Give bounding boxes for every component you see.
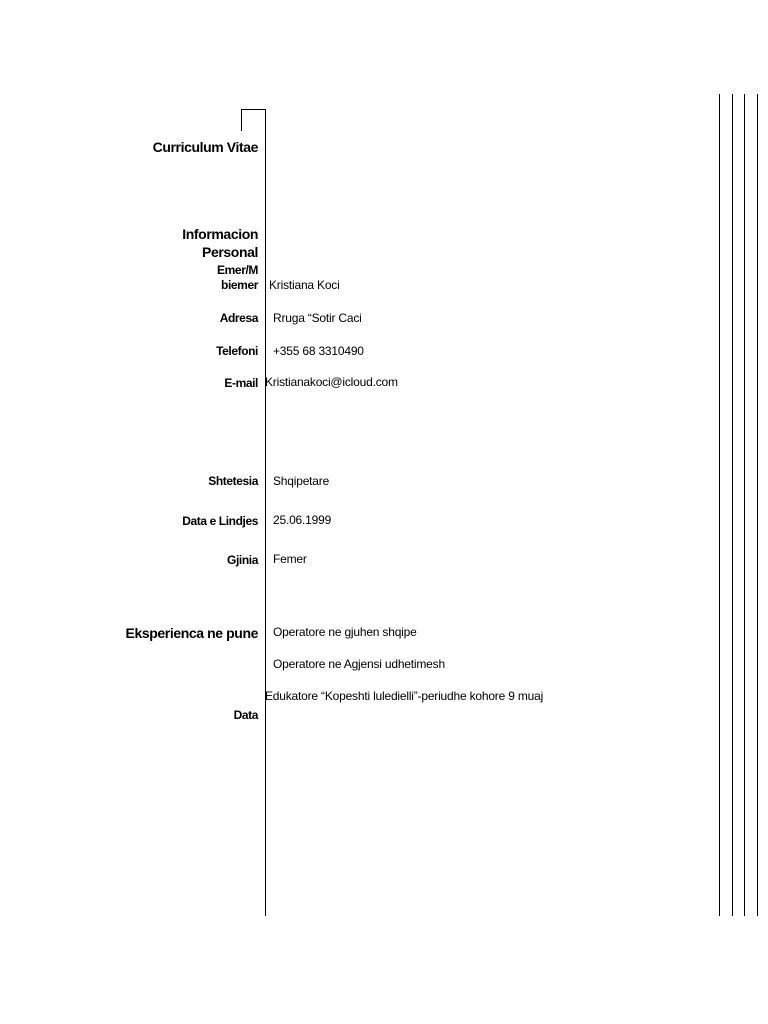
experience-heading: Eksperienca ne pune [125, 625, 258, 641]
name-value: Kristiana Koci [269, 278, 340, 292]
right-border-line [757, 94, 758, 916]
address-value: Rruga “Sotir Caci [273, 311, 362, 325]
gender-label: Gjinia [227, 553, 258, 567]
personal-info-heading-line2: Personal [202, 244, 258, 260]
gender-value: Femer [273, 552, 307, 566]
birthdate-value: 25.06.1999 [273, 513, 332, 527]
phone-label: Telefoni [216, 344, 258, 358]
personal-info-heading-line1: Informacion [182, 226, 258, 242]
phone-value: +355 68 3310490 [273, 344, 364, 358]
name-label-line1: Emer/M [217, 263, 258, 277]
email-label: E-mail [224, 376, 258, 390]
cv-title: Curriculum Vitae [152, 139, 258, 155]
experience-item: Edukatore “Kopeshti luledielli”-periudhe kohore 9 muaj [265, 689, 544, 703]
nationality-value: Shqipetare [273, 474, 330, 488]
experience-item: Operatore ne Agjensi udhetimesh [273, 657, 445, 671]
email-value: Kristianakoci@icloud.com [265, 375, 398, 389]
address-label: Adresa [219, 311, 258, 325]
header-corner-tick [241, 109, 242, 131]
right-border-line [744, 94, 745, 916]
right-border-line [732, 94, 733, 916]
birthdate-label: Data e Lindjes [182, 514, 258, 528]
right-border-line [719, 94, 720, 916]
experience-date-label: Data [233, 708, 258, 722]
header-corner-line [241, 109, 265, 110]
name-label-line2: biemer [221, 278, 258, 292]
nationality-label: Shtetesia [208, 474, 258, 488]
main-divider-line [265, 109, 266, 916]
experience-item: Operatore ne gjuhen shqipe [273, 625, 417, 639]
